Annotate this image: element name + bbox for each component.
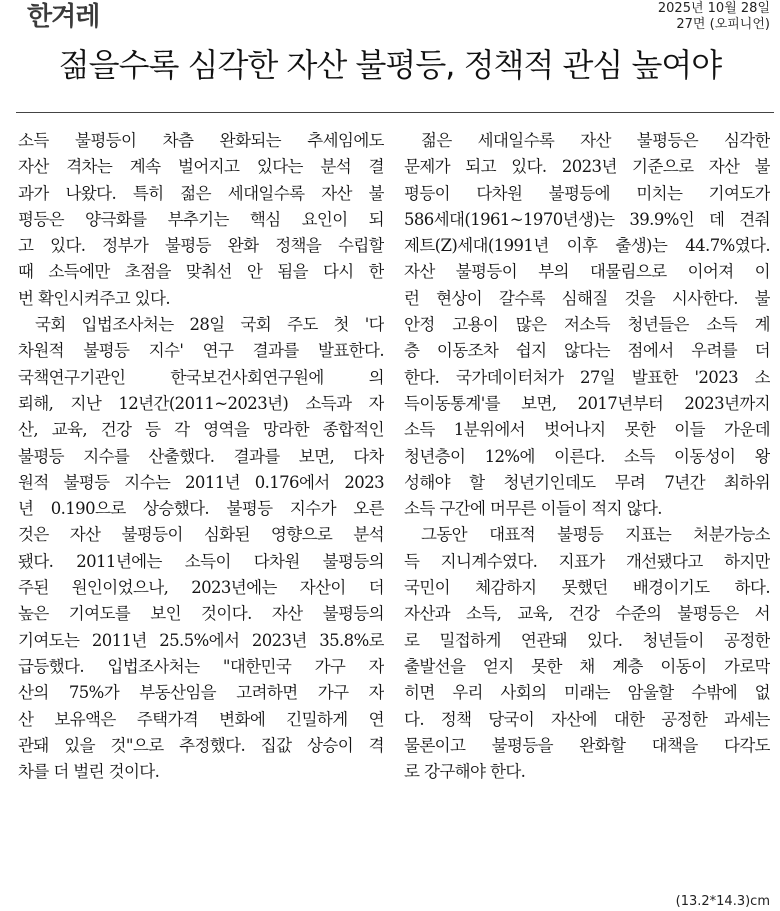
text-line: 차를 더 벌린 것이다.	[18, 762, 160, 782]
text-line: 산, 교육, 건강 등 각 영역을 망라한 종합적인	[18, 420, 384, 440]
text-line: 다. 정책 당국이 자산에 대한 공정한 과세는	[404, 709, 770, 729]
text-line: 자산 격차는 계속 벌어지고 있다는 분석 결	[18, 157, 384, 177]
text-line: 층 이동조차 쉽지 않다는 점에서 우려를 더	[404, 341, 770, 361]
text-line: 물론이고 불평등을 완화할 대책을 다각도	[404, 735, 770, 755]
text-line: 때 소득에만 초점을 맞춰선 안 됨을 다시 한	[18, 262, 384, 282]
text-line: 586세대(1961~1970년생)는 39.9%인 데 견줘	[404, 209, 770, 229]
publication-date: 2025년 10월 28일	[657, 1, 770, 16]
text-line: 자산과 소득, 교육, 건강 수준의 불평등은 서	[404, 604, 770, 624]
size-note: (13.2*14.3)cm	[675, 894, 770, 909]
text-line: 것은 자산 불평등이 심화된 영향으로 분석	[18, 525, 384, 545]
text-line: 소득 1분위에서 벗어나지 못한 이들 가운데	[404, 420, 770, 440]
headline: 젊을수록 심각한 자산 불평등, 정책적 관심 높여야	[58, 46, 722, 84]
text-line: 젊은 세대일수록 자산 불평등은 심각한	[421, 131, 770, 150]
text-line: 성해야 할 청년기인데도 무려 7년간 최하위	[404, 472, 770, 492]
text-line: 로 강구해야 한다.	[404, 762, 526, 782]
text-line: 과가 나왔다. 특히 젊은 세대일수록 자산 불	[18, 183, 384, 203]
text-line: 소득 구간에 머무른 이들이 적지 않다.	[404, 499, 662, 519]
text-line: 한다. 국가데이터처가 27일 발표한 '2023 소	[404, 367, 770, 387]
text-line: 그동안 대표적 불평등 지표는 처분가능소	[421, 525, 770, 545]
publication-meta	[658, 1, 770, 33]
text-line: 로 밀접하게 연관돼 있다. 청년들이 공정한	[404, 630, 770, 650]
text-line: 됐다. 2011년에는 소득이 다차원 불평등의	[18, 551, 384, 571]
text-line: 제트(Z)세대(1991년 이후 출생)는 44.7%였다.	[404, 236, 770, 256]
text-line: 히면 우리 사회의 미래는 암울할 수밖에 없	[404, 683, 770, 703]
text-line: 자산 불평등이 부의 대물림으로 이어져 이	[404, 262, 770, 282]
article-column-left	[18, 128, 384, 785]
text-line: 높은 기여도를 보인 것이다. 자산 불평등의	[18, 604, 384, 624]
logo: 한겨레	[27, 2, 100, 32]
text-line: 원적 불평등 지수는 2011년 0.176에서 2023	[18, 472, 384, 492]
text-line: 문제가 되고 있다. 2023년 기준으로 자산 불	[404, 157, 770, 177]
headline-divider	[16, 112, 774, 113]
text-line: 번 확인시켜주고 있다.	[18, 288, 170, 308]
text-line: 득이동통계'를 보면, 2017년부터 2023년까지	[404, 393, 770, 413]
text-line: 주된 원인이었으나, 2023년에는 자산이 더	[18, 578, 384, 598]
text-line: 국책연구기관인 한국보건사회연구원에 의	[18, 367, 384, 387]
text-line: 국회 입법조사처는 28일 국회 주도 첫 '다	[35, 315, 384, 335]
text-line: 기여도는 2011년 25.5%에서 2023년 35.8%로	[18, 630, 384, 650]
text-line: 불평등 지수를 산출했다. 결과를 보면, 다차	[18, 446, 384, 466]
text-line: 산 보유액은 주택가격 변화에 긴밀하게 연	[18, 709, 384, 729]
text-line: 득 지니계수였다. 지표가 개선됐다고 하지만	[404, 551, 770, 571]
text-line: 고 있다. 정부가 불평등 완화 정책을 수립할	[18, 236, 384, 256]
text-line: 급등했다. 입법조사처는 "대한민국 가구 자	[18, 656, 384, 676]
text-line: 차원적 불평등 지수' 연구 결과를 발표한다.	[18, 341, 384, 361]
text-line: 산의 75%가 부동산임을 고려하면 가구 자	[18, 683, 384, 703]
text-line: 안정 고용이 많은 저소득 청년들은 소득 계	[404, 315, 770, 335]
text-line: 년 0.190으로 상승했다. 불평등 지수가 오른	[18, 499, 384, 519]
text-line: 평등이 다차원 불평등에 미치는 기여도가	[404, 183, 770, 203]
text-line: 관돼 있을 것"으로 추정했다. 집값 상승이 격	[18, 735, 384, 755]
text-line: 런 현상이 갈수록 심해질 것을 시사한다. 불	[404, 288, 770, 308]
article-column-right	[404, 128, 770, 785]
text-line: 소득 불평등이 차츰 완화되는 추세임에도	[18, 131, 384, 150]
text-line: 청년층이 12%에 이른다. 소득 이동성이 왕	[404, 446, 770, 466]
text-line: 뢰해, 지난 12년간(2011~2023년) 소득과 자	[18, 393, 384, 413]
text-line: 출발선을 얻지 못한 채 계층 이동이 가로막	[404, 656, 770, 676]
text-line: 국민이 체감하지 못했던 배경이기도 하다.	[404, 578, 770, 598]
page-section: 27면 (오피니언)	[676, 17, 770, 32]
text-line: 평등은 양극화를 부추기는 핵심 요인이 되	[18, 209, 384, 229]
